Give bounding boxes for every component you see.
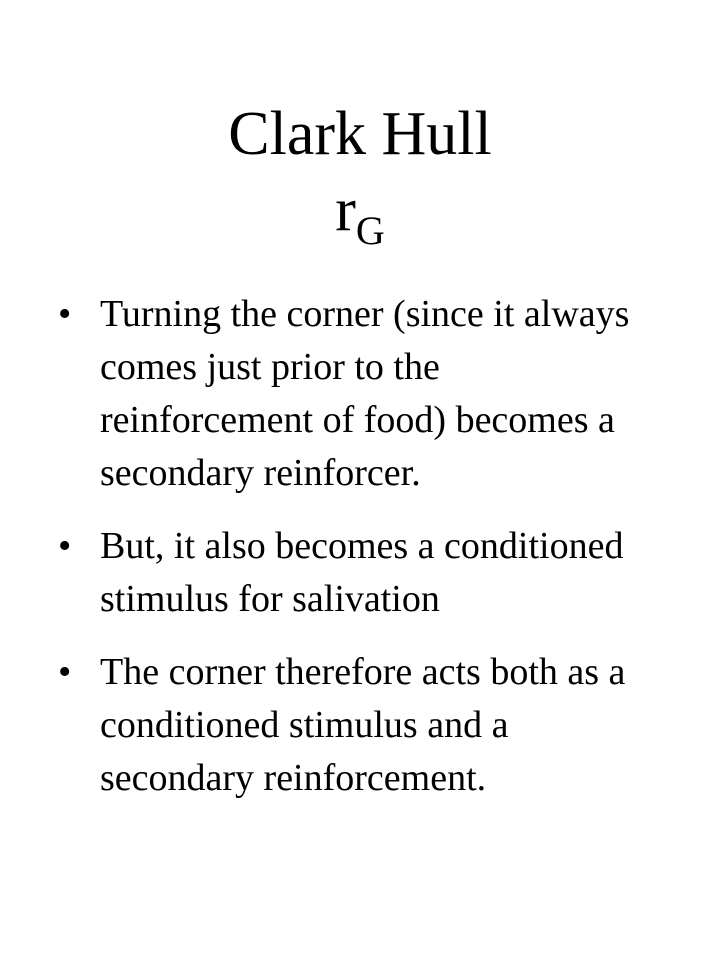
symbol-subscript: G bbox=[355, 208, 385, 253]
bullet-item bbox=[58, 520, 658, 626]
bullet-text: Turning the corner (since it always comes just prior to the reinforcement of food) becomes a secondary reinforcer. bbox=[100, 293, 630, 494]
bullet-list bbox=[58, 288, 658, 825]
bullet-text: But, it also becomes a conditioned stimulus for salivation bbox=[100, 525, 624, 620]
slide-title bbox=[0, 96, 720, 253]
bullet-item bbox=[58, 646, 658, 805]
title-line-name: Clark Hull bbox=[228, 100, 492, 168]
title-line-symbol bbox=[0, 172, 720, 253]
bullet-item bbox=[58, 288, 658, 500]
bullet-dot-icon: • bbox=[58, 293, 72, 335]
bullet-dot-icon: • bbox=[58, 651, 72, 693]
symbol-main: r bbox=[335, 176, 356, 244]
bullet-dot-icon: • bbox=[58, 525, 72, 567]
bullet-text: The corner therefore acts both as a conditioned stimulus and a secondary reinforcement. bbox=[100, 651, 626, 799]
